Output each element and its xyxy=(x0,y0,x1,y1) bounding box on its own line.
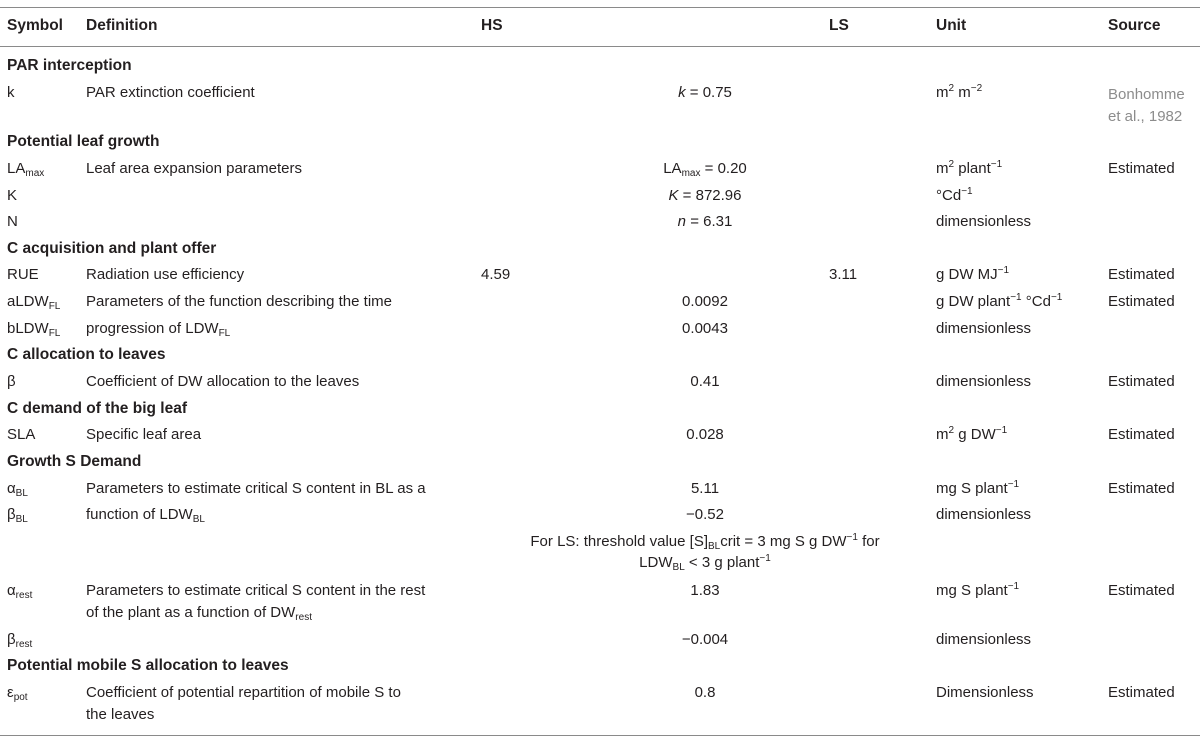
section-par-interception: PAR interception xyxy=(7,57,132,74)
section-c-acquisition: C acquisition and plant offer xyxy=(7,240,217,257)
definition-cell: Parameters of the function describing the time xyxy=(86,293,392,310)
unit-cell: g DW plant$^{-1}$ $^\circ Cd^{-1}$ xyxy=(936,292,1063,310)
symbol-cell: $LA_{max}$ xyxy=(7,160,45,179)
section-mobile-s-allocation: Potential mobile S allocation to leaves xyxy=(7,657,289,674)
symbol-cell: $\alpha_{BL}$ xyxy=(7,480,28,499)
value-cell: 0.0092 xyxy=(682,293,728,310)
unit-cell: g DW $MJ^{-1}$ xyxy=(936,265,1010,283)
hs-value-cell: 4.59 xyxy=(481,266,511,283)
symbol-cell: N xyxy=(7,213,18,230)
symbol-cell: K xyxy=(7,187,18,204)
unit-cell: $^\circ Cd^{-1}$ xyxy=(936,186,973,204)
definition-cell: Specific leaf area xyxy=(86,426,202,443)
header-ls: LS xyxy=(829,17,849,34)
unit-cell: dimensionless xyxy=(936,373,1032,390)
threshold-note-line-1: For LS: threshold value $[S]_{BL}crit = 3$ mg S g $DW^{-1}$ for xyxy=(530,532,880,552)
definition-cell: Leaf area expansion parameters xyxy=(86,160,302,177)
header-rule xyxy=(0,46,1200,47)
unit-cell: dimensionless xyxy=(936,506,1032,523)
definition-cell-line-2: the leaves xyxy=(86,706,155,723)
unit-cell: mg S plant$^{-1}$ xyxy=(936,479,1020,497)
symbol-cell: $\beta_{rest}$ xyxy=(7,631,33,650)
definition-cell-line-2: of the plant as a function of $DW_{rest}$ xyxy=(86,604,312,623)
top-rule xyxy=(0,7,1200,8)
value-cell: −0.004 xyxy=(681,631,729,648)
symbol-cell: k xyxy=(7,84,15,101)
source-cell: Bonhomme et al., 1982 xyxy=(1108,86,1185,125)
source-cell: Estimated xyxy=(1108,293,1175,310)
source-cell: Estimated xyxy=(1108,373,1175,390)
value-cell: K = 872.96 xyxy=(668,187,742,204)
definition-cell-line-1: Coefficient of potential repartition of mobile S to xyxy=(86,684,401,701)
symbol-cell: RUE xyxy=(7,266,39,283)
symbol-cell: aLDW$_{FL}$ xyxy=(7,293,61,312)
header-source: Source xyxy=(1108,17,1161,34)
definition-cell-line-1: Parameters to estimate critical S content in the rest xyxy=(86,582,426,599)
unit-cell: mg S plant$^{-1}$ xyxy=(936,581,1020,599)
value-cell: 1.83 xyxy=(690,582,720,599)
value-cell: 0.41 xyxy=(690,373,720,390)
symbol-cell: $\alpha_{rest}$ xyxy=(7,582,33,601)
symbol-cell: $\varepsilon_{pot}$ xyxy=(7,684,28,703)
bottom-rule xyxy=(0,735,1200,736)
section-potential-leaf-growth: Potential leaf growth xyxy=(7,133,160,150)
threshold-note-line-2: $LDW_{BL} < 3$ g plant$^{-1}$ xyxy=(639,553,771,573)
value-cell: −0.52 xyxy=(686,506,724,523)
unit-cell: dimensionless xyxy=(936,213,1032,230)
definition-cell: progression of $LDW_{FL}$ xyxy=(86,320,231,339)
symbol-cell: $\beta_{BL}$ xyxy=(7,506,28,525)
unit-cell: dimensionless xyxy=(936,320,1032,337)
ls-value-cell: 3.11 xyxy=(829,266,858,283)
header-unit: Unit xyxy=(936,17,967,34)
definition-cell: Coefficient of DW allocation to the leaves xyxy=(86,373,360,390)
unit-cell: dimensionless xyxy=(936,631,1032,648)
header-hs: HS xyxy=(481,17,503,34)
source-cell: Estimated xyxy=(1108,426,1175,443)
symbol-cell: bLDW$_{FL}$ xyxy=(7,320,61,339)
definition-cell: Parameters to estimate critical S content in BL as a xyxy=(86,480,426,497)
value-cell: k = 0.75 xyxy=(678,84,732,101)
definition-cell: Radiation use efficiency xyxy=(86,266,245,283)
source-cell: Estimated xyxy=(1108,684,1175,701)
source-cell: Estimated xyxy=(1108,582,1175,599)
unit-cell: $m^2$ $m^{-2}$ xyxy=(936,83,983,101)
value-cell: 0.0043 xyxy=(682,320,728,337)
header-definition: Definition xyxy=(86,17,158,34)
value-cell: 0.8 xyxy=(694,684,716,701)
section-c-allocation: C allocation to leaves xyxy=(7,346,166,363)
value-cell: n = 6.31 xyxy=(677,213,733,230)
section-growth-s-demand: Growth S Demand xyxy=(7,453,142,470)
section-c-demand: C demand of the big leaf xyxy=(7,400,187,417)
value-cell: 0.028 xyxy=(686,426,724,443)
symbol-cell: SLA xyxy=(7,426,36,443)
header-symbol: Symbol xyxy=(7,17,63,34)
symbol-cell: β xyxy=(7,373,16,390)
source-cell: Estimated xyxy=(1108,266,1175,283)
source-cell: Estimated xyxy=(1108,160,1175,177)
definition-cell: function of $LDW_{BL}$ xyxy=(86,506,205,525)
value-cell: $LA_{max} = 0.20$ xyxy=(663,160,747,179)
unit-cell: Dimensionless xyxy=(936,684,1034,701)
value-cell: 5.11 xyxy=(690,480,720,497)
unit-cell: $m^2$ plant$^{-1}$ xyxy=(936,159,1003,177)
source-cell: Estimated xyxy=(1108,480,1175,497)
definition-cell: PAR extinction coefficient xyxy=(86,84,255,101)
unit-cell: $m^2$ g $DW^{-1}$ xyxy=(936,425,1008,443)
